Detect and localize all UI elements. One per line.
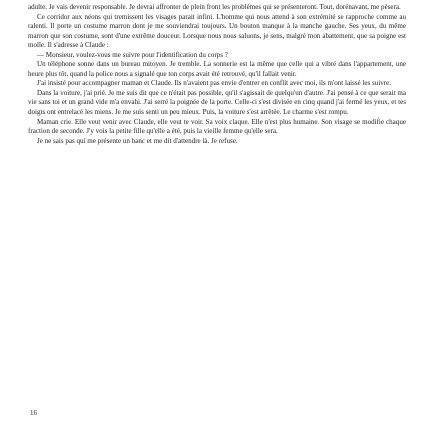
paragraph-2: Ce corridor aux néons qui tremissent les visages parait infini. L'homme qui nous attend à son extrémité se rapproche comme au ralenti. Il porte un costume marron dont je me souviendrai toujours. Un bouton manque à la manche gauche. Ses yeux, du même marron que son costume, sont d'une extrême douceur. Lorsque nous nous saluons, je sens, malgré mon abattement, que sa poigne est molle. Il s'adresse à Claude : xyxy=(28,12,406,50)
paragraph-6: Dans la voiture, j'ai prié. Je me suis dit que ce n'était pas possible, qu'il s'agissait de quelqu'un d'autre. J'ai pensé à ce que serait ma vie sans toi et un grand vide m'a envahi. J'ai serré la poignée de la porte. Celle-ci s'est divisée en cinq quand j'ai fermé les yeux, et tes doigts ont entrelacé les miens. Je me suis senti un peu mieux. Puis, la voiture s'est arrêtée. Le charme s'est rompu. xyxy=(28,88,406,117)
paragraph-8: Je ne sais pas qui me présente un banc et me dit d'attendre là. Je refuse. xyxy=(37,136,238,145)
paragraph-7: Maman crie. Elle veut venir avec Claude, elle veut te voir. Sa voix claque. Elle n'est plus humaine. Son visage se modifie chaque fraction de seconde. J'y vois la petite fille qu'elle a été, puis la vieille femme qu'elle sera. xyxy=(28,117,406,136)
paragraph-1: adulte. Je vais devenir responsable. Je devrai affronter de plein front les problèmes qui se présenteront. Tout, dorénavant, me pèsera. xyxy=(28,3,401,11)
paragraph-3: — Monsieur, voulez-vous me suivre pour l'identification du corps ? xyxy=(37,50,228,59)
paragraph-4: Un téléphone sonne dans un bureau mitoyen. Je tremble. La sonnerie est la même que celle qui a vibré dans l'appartement, une heure plus tôt, quand la police nous a signalé que ton corps avait été retrouvé, qu'il fallait venir. xyxy=(28,60,406,78)
paragraph-5: J'ai insisté pour accompagner maman et Claude. Ils n'avaient pas envie d'entrer en conflit avec moi, ils m'ont laissé les suivre. xyxy=(37,79,391,88)
document-page xyxy=(28,3,406,146)
page-number: 16 xyxy=(30,409,37,417)
